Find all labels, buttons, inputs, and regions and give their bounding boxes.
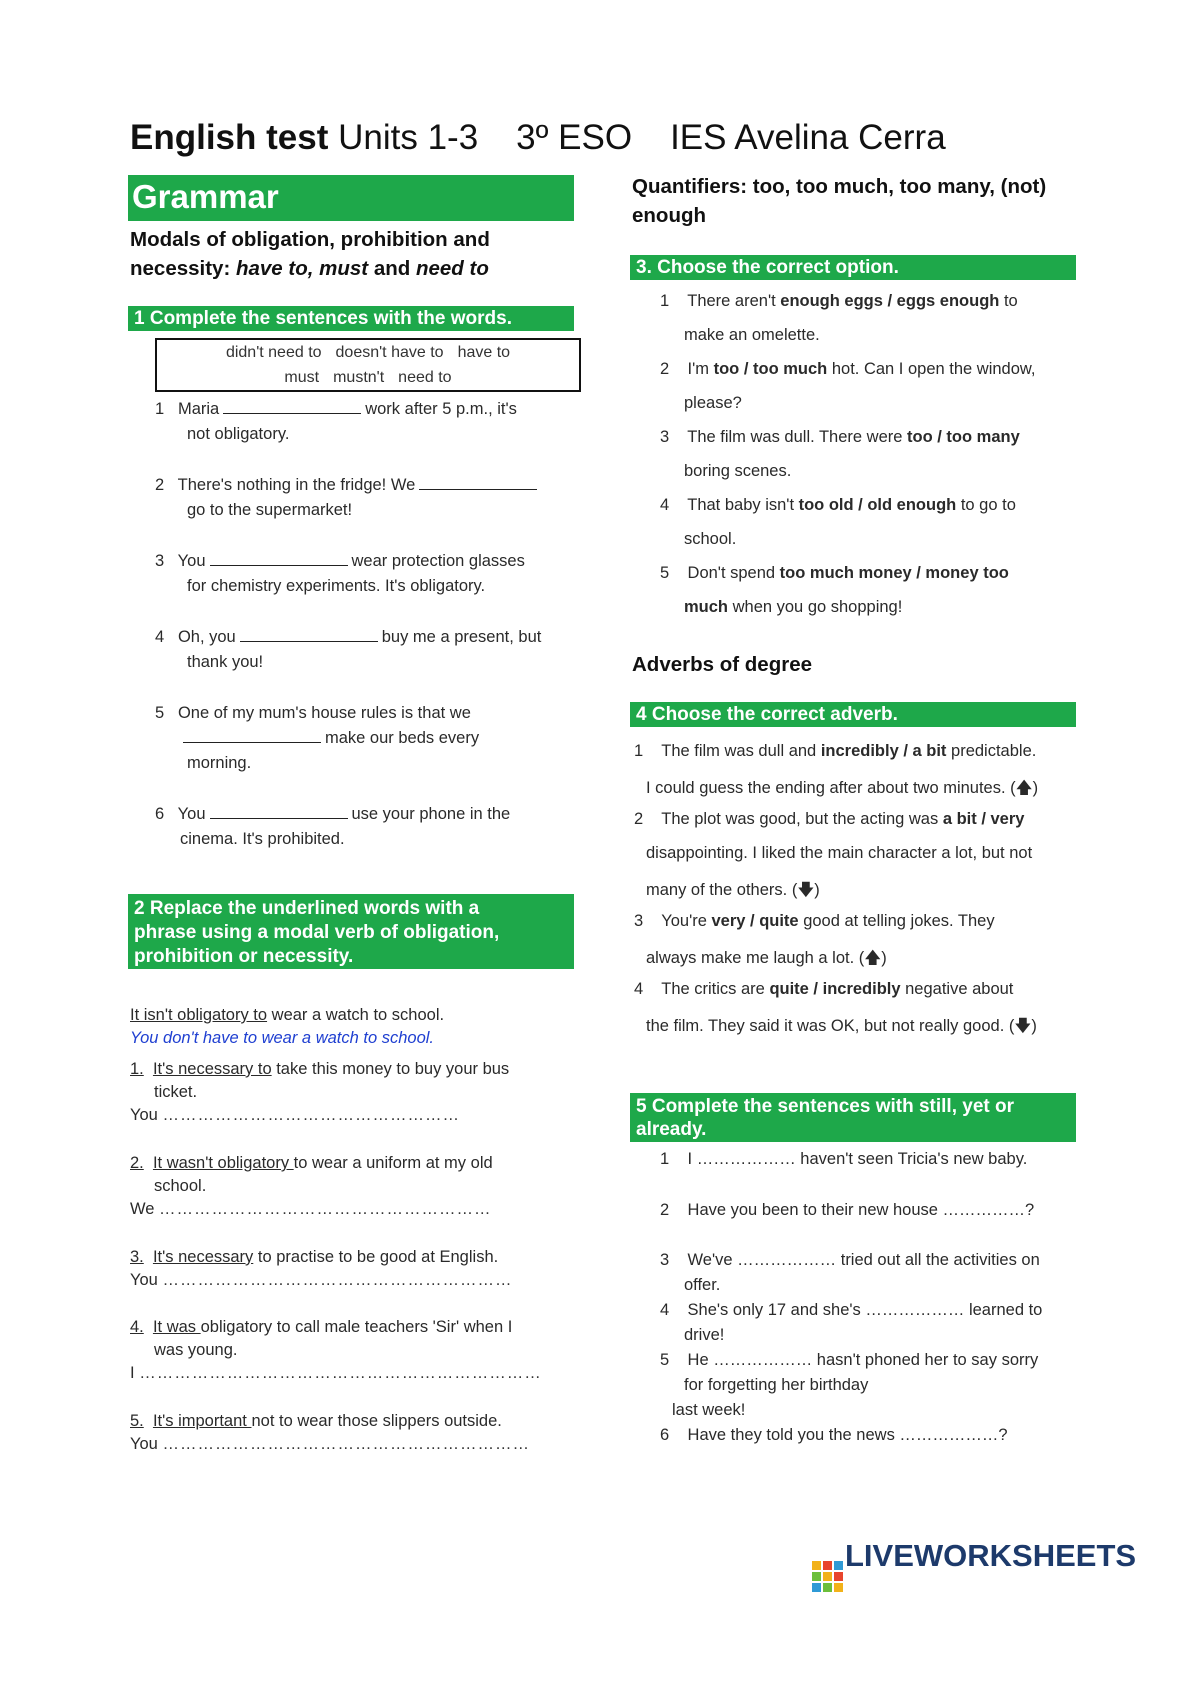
exercise-3-title: 3. Choose the correct option. [630,255,1076,280]
exercise-2-title: 2 Replace the underlined words with a phrase using a modal verb of obligation, prohibition or necessity. [128,894,574,969]
answer-blank[interactable] [419,477,537,490]
exercise-5-title: 5 Complete the sentences with still, yet or already. [630,1093,1076,1142]
list-item: 2 Have you been to their new house ……………? [660,1201,1035,1219]
answer-blank[interactable] [223,401,361,414]
list-item: 1 I ……………… haven't seen Tricia's new baby. [660,1150,1028,1168]
answer-line[interactable]: You …………………………………………… [130,1106,460,1124]
answer-blank[interactable] [210,806,348,819]
adverbs-heading: Adverbs of degree [632,653,812,676]
answer-line[interactable]: I …………………………………………………………… [130,1364,542,1382]
example-answer: You don't have to wear a watch to school. [130,1029,435,1047]
list-item: 5 He ……………… hasn't phoned her to say sorry [660,1351,1039,1369]
exercise-3-items: 1 There aren't enough eggs / eggs enough to make an omelette. 2 I'm too / too much hot. Can I open the window, please? 3 The film was dull. There were too / too many boring scenes. 4 That baby isn't too old / old enough to go to school. 5 Don't spend too much money / money too much when you go shopping! [660,292,1036,616]
answer-blank[interactable] [183,730,321,743]
list-item: 3 We've ……………… tried out all the activities on [660,1251,1040,1269]
list-item: 4 She's only 17 and she's ……………… learned to [660,1301,1043,1319]
answer-blank[interactable] [240,629,378,642]
list-item: 6 Have they told you the news ………………? [660,1426,1008,1444]
exercise-1-title: 1 Complete the sentences with the words. [128,306,574,331]
modals-heading: Modals of obligation, prohibition and necessity: have to, must and need to [130,228,490,280]
answer-blank[interactable] [210,553,348,566]
grammar-header: Grammar [128,175,574,221]
exercise-1-items: 1 Maria work after 5 p.m., it's not obligatory. 2 There's nothing in the fridge! We go to the supermarket! 3 You wear protection glasses for chemistry experiments. It's obligatory. 4 Oh, you buy me a present, but thank you! 5 One of my mum's house rules is that we make our beds every morning. 6 You use your phone in the cinema. It's prohibited. [155,400,542,848]
exercise-4-items: 1 The film was dull and incredibly / a bit predictable. I could guess the ending after about two minutes. (🡅) 2 The plot was good, but the acting was a bit / very disappointing. I liked the main character a lot, but not many of the others. (🡇) 3 You're very / quite good at telling jokes. They always make me laugh a lot. (🡅) 4 The critics are quite / incredibly negative about the film. They said it was OK, but not really good. (🡇) [634,742,1039,1035]
answer-line[interactable]: You ……………………………………………………… [130,1435,530,1453]
exercise-4-title: 4 Choose the correct adverb. [630,702,1076,727]
exercise-2-items: It isn't obligatory to wear a watch to school. You don't have to wear a watch to school. 1. It's necessary to take this money to buy your bus ticket. You …………………………………………… 2. It wasn't obligatory to wear a uniform at my old school. We ………………………………………………… 3. It's necessary to practise to be good at English. You …………………………………………………… 4. It was obligatory to call male teachers 'Sir' when I was young. I …………………………………………………………… 5. It's important not to wear those slippers outside. You ……………………………………………………… [130,1006,542,1453]
quantifiers-heading: Quantifiers: too, too much, too many, (not) enough [632,175,1047,227]
word-box: didn't need to doesn't have to have to must mustn't need to [155,338,581,392]
page-title: English test Units 1-3 3º ESO IES Avelina Cerra [130,118,946,157]
answer-line[interactable]: You …………………………………………………… [130,1271,513,1289]
example-sentence: It isn't obligatory to wear a watch to school. [130,1006,445,1024]
liveworksheets-logo: LIVEWORKSHEETS [812,1538,1136,1592]
answer-line[interactable]: We ………………………………………………… [130,1200,492,1218]
logo-blocks-icon [812,1561,843,1592]
exercise-5-items: 1 I ……………… haven't seen Tricia's new baby. 2 Have you been to their new house ……………? 3 We've ……………… tried out all the activities on offer. 4 She's only 17 and she's ……………… learned to drive! 5 He ……………… hasn't phoned her to say sorry for forgetting her birthday last week! 6 Have they told you the news ………………? [660,1150,1043,1444]
